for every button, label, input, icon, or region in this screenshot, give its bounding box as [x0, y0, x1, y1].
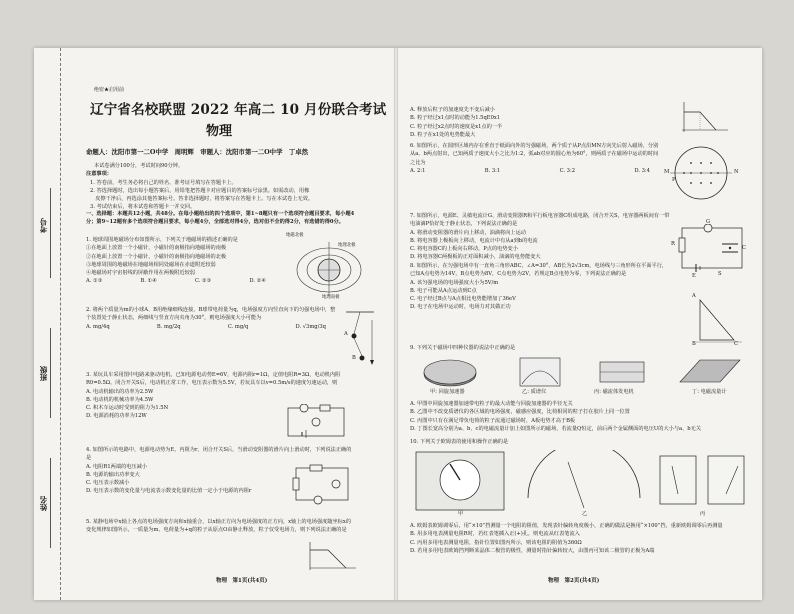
q9-option-d: D. 丁图长宽高分别为a、b、c的电磁流量计加上如图所示的磁场，若流量Q恒定，前后两个金属侧面的电压U的大小与a、b无关: [410, 425, 702, 432]
q2-choice-d: D. √3mg/3q: [295, 323, 326, 330]
side-label-exam-number: 考号: [39, 218, 48, 233]
four-instruments-figure: [410, 354, 750, 398]
authors-line: 命题人：沈阳市第一二O中学 周明辉 审题人：沈阳市第一二O中学 丁卓然: [86, 148, 309, 156]
label-r: R: [671, 241, 675, 247]
q4-option-a: A. 电阻R1两端的电压减小: [86, 463, 147, 470]
label-geographic-north: 地理北极: [338, 243, 356, 248]
q1-option-2: ②在地面上放置一个小磁针，小磁针的南极指向地磁场的北极: [86, 253, 227, 260]
label-magnetic-north: 地磁北极: [286, 233, 304, 238]
notice-2: 2. 答选择题时，选出每小题答案后，用铅笔把答题卡对应题目的答案标号涂黑。如需改动，用橡: [90, 187, 310, 194]
caption-mass-spectrometer: 乙: 质谱仪: [522, 389, 547, 395]
rheostat-circuit-figure: [292, 462, 354, 506]
q10-option-d: D. 若用多用电表欧姆挡判断某晶体二极管的极性，测量时指针偏转较大，由图丙可知该二极管的正极为A端: [410, 547, 655, 554]
q10-option-c: C. 丙用多用电表测量电阻，指针位置如图丙所示，则该电阻的阻值为360Ω: [410, 539, 582, 546]
q6-choices: [410, 167, 650, 175]
q3-option-c: C. 积木车运动时受到的阻力为1.5N: [86, 405, 169, 412]
question-1: [86, 236, 278, 286]
q1-choice-d: D. ②④: [249, 278, 266, 285]
q7-option-d: D. 将电容器C两极板的正对面积减小，油滴的电势能变大: [410, 254, 541, 261]
q2-choice-b: B. mg/2q: [156, 323, 181, 330]
notice-4: 3. 考试结束后，将本试卷和答题卡一并交回。: [90, 204, 196, 211]
question-10-stem: 10. 下列关于欧姆表的使用和操作正确的是: [410, 439, 509, 445]
earth-magnetic-field-figure: [286, 233, 364, 300]
q4-option-d: D. 电压表示数的变化量与电流表示数变化量的比值一定小于电源的内阻r: [86, 488, 252, 495]
exam-info-block: [86, 162, 356, 212]
q8-option-d: D. 电子在电场中运动时，电场力对其做正功: [410, 304, 511, 311]
side-label-name: 姓名: [39, 496, 48, 511]
q6-choice-a: A. 2:1: [410, 167, 426, 174]
q4-stem: 4. 如图所示的电路中，电源电动势为E，内阻为r，闭合开关S后，当滑动变阻器的滑片向上滑动时，下列说法正确的是: [86, 447, 352, 462]
exam-title: 辽宁省名校联盟 2022 年高二 10 月份联合考试: [90, 102, 387, 118]
triangle-field-figure: [694, 294, 744, 346]
label-geographic-south: 地理南极: [322, 295, 340, 300]
q1-choice-b: B. ①④: [140, 278, 157, 285]
notice-3: 皮擦干净后，再选涂其他答案标号。答非选择题时，将答案写在答题卡上。写在本试卷上无效。: [90, 196, 314, 203]
q2-choice-a: A. mg/4q: [86, 323, 110, 330]
q7-stem: 7. 如图所示，电源E、灵敏电流计G、滑动变阻器R和平行板电容器C组成电路，闭合开关S，电容器两板间有一带电油滴P恰好处于静止状态，下列说法正确的是: [410, 213, 670, 228]
question-7: [410, 212, 672, 262]
secret-mark: 绝密★启用前: [94, 87, 125, 93]
q1-choice-c: C. ②③: [194, 278, 212, 285]
hanging-balls-figure: [340, 310, 380, 370]
q7-option-c: C. 将电容器C的上板向右移动，P点的电势变小: [410, 246, 518, 253]
page-1-footer: 物理 第1页(共4页): [216, 578, 268, 584]
question-10-options: [410, 522, 750, 555]
q1-choice-a: A. ①③: [86, 278, 103, 285]
q5-option-c: C. 粒子经过x2点时的速度是x1点的一半: [410, 123, 503, 130]
caption-yi: 乙: [582, 511, 588, 517]
caption-jia: 甲: [458, 511, 464, 517]
question-6: [410, 142, 660, 175]
caption-flow-meter: 丁: 电磁流量计: [692, 389, 727, 395]
q2-stem: 2. 将两个质量为m的小球A、B用绝缘细线连接，B球带电荷量为q，电场强度方向竖直向下的匀强电场中，整个装置处于静止状态，两细线与竖直方向夹角为30°，则电场强度大小可能为: [86, 307, 336, 322]
label-tri-a: A: [692, 293, 696, 299]
q1-choices: [86, 277, 266, 285]
q1-stem: 1. 地球周围地磁场分布如图所示，下列关于地磁场的描述正确的是: [86, 237, 238, 243]
notice-heading: 注意事项：: [86, 171, 112, 178]
q9-option-b: B. 乙图中不改变质谱仪的各区域的电场强度，磁感应强度，比荷相同的粒子打在胶片上同一位置: [410, 409, 630, 416]
caption-mhd-generator: 丙: 磁流体发电机: [594, 389, 634, 395]
question-2: [86, 306, 336, 331]
q4-option-b: B. 电源的输出功率变大: [86, 471, 140, 478]
capacitor-circuit-figure: [671, 219, 748, 279]
page-1: [34, 48, 394, 600]
q6-stem: 6. 如图所示，在圆形区域内存在垂直于纸面向外的匀强磁场，两个质子从P点沿MN方向先后射入磁场，分别从a、b两点射出，已知两质子速度大小之比为1:2，弧ab对应的圆心角为60°，则两质子在磁场中运动的时间之比为: [410, 143, 659, 166]
q9-option-a: A. 甲图中回旋加速器加速带电粒子的最大动能与回旋加速器的半径无关: [410, 401, 573, 407]
q5-option-a: A. 释放后粒子的加速度先不变后减小: [410, 107, 495, 113]
label-n: N: [734, 169, 739, 175]
q6-choice-b: B. 3:1: [484, 167, 501, 174]
q7-option-b: B. 将电容器上极板向上移动，电流计中有从a到b的电流: [410, 237, 538, 244]
q8-option-b: B. 电子可能从A点运动到C点: [410, 287, 477, 294]
label-m: M: [664, 169, 670, 175]
exam-info: 本试卷满分100分，考试时间90分钟。: [94, 163, 184, 169]
class-line: [50, 328, 51, 418]
side-label-class: 班级: [39, 366, 48, 381]
notice-1: 1. 答卷前，考生务必将自己的姓名、准考证号填写在答题卡上。: [90, 179, 237, 186]
question-5-options: [410, 106, 610, 139]
multimeter-figures: [410, 450, 750, 520]
label-s: S: [718, 271, 722, 277]
q6-choice-d: D. 3:4: [634, 167, 650, 174]
q5-graph-figure: [680, 100, 730, 134]
label-e: E: [692, 273, 696, 279]
label-ball-b: B: [352, 355, 356, 361]
exam-number-line: [50, 188, 51, 278]
motor-circuit-figure: [284, 404, 350, 442]
binding-line: [60, 48, 61, 600]
q6-choice-c: C. 3:2: [559, 167, 575, 174]
q10-option-a: A. 欧姆表欧姆调零后，用“×10”挡测量一个电阻的阻值，发现表针偏转角度极小，正确的做法是换用“×100”挡，重新欧姆调零后再测量: [410, 523, 723, 529]
q8-option-c: C. 电子经过B点与A点相比电势能增加了36eV: [410, 296, 516, 303]
question-9-stem: 9. 下列关于磁场中四种仪器的说法中正确的是: [410, 345, 516, 351]
q3-option-d: D. 电源消耗的功率为12W: [86, 413, 147, 420]
q5-option-d: D. 粒子在x1处的电势能最大: [410, 131, 476, 138]
label-c: C: [742, 245, 746, 251]
q7-option-a: A. 将滑动变阻器的滑片向上移动，油滴将向上运动: [410, 229, 526, 236]
q5-option-b: B. 粒子经过x1点时的动能为1.5qE0x1: [410, 115, 501, 122]
q3-stem: 3. 某玩具车采用图中电路来驱动电机，已知电源电动势E=6V，电源内阻r=1Ω，定值电阻R=3Ω，电动机内阻R0=0.5Ω。闭合开关S后，电动机正常工作，电压表示数为5.5V，若玩具车以v=0.5m/s的速度匀速运动，则: [86, 372, 341, 387]
q3-option-a: A. 电动机输出的功率为2.5W: [86, 388, 154, 395]
label-p: P: [672, 177, 676, 183]
q1-option-4: ④地磁场对宇宙射线的屏蔽作用在两极附近较弱: [86, 270, 195, 277]
question-8: [410, 262, 672, 312]
question-5-stem: 5. 某静电场中x轴上各点的电场强度方向和x轴重合，以x轴正方向为电场强度的正方向，x轴上的电场强度随坐标x的变化规律如图所示，一质量为m、电荷量为+q的粒子从原点O由静止释放，粒子仅受电场力，则下列说法正确的是: [86, 519, 352, 534]
subject-title: 物理: [206, 124, 233, 139]
field-graph-figure: [306, 540, 358, 572]
q10-option-b: B. 用多用电表测量电阻R时，若红表笔插入正(+)孔，则电流从红表笔流入: [410, 531, 580, 538]
label-ball-a: A: [344, 331, 348, 337]
question-9-options: [410, 400, 750, 433]
name-line: [50, 458, 51, 548]
q9-option-c: C. 丙图中只有在满足带负电荷的粒子流通过磁场时，A板电势才高于B板: [410, 417, 576, 424]
q1-option-3: ③地球周围的地磁场在地磁场相同处磁场在赤道附近较弱: [86, 261, 216, 268]
label-tri-b: B: [692, 341, 696, 347]
label-tri-c: C: [734, 341, 738, 347]
q1-option-1: ①在地面上放置一个小磁针，小磁针的南极指向地磁场的南极: [86, 245, 227, 252]
q3-option-b: B. 电动机的机械功率为4.5W: [86, 396, 154, 403]
q8-stem: 8. 如图所示，在匀强电场中有一直角三角形ABC，∠A=30°，AB长为2√3cm，电场线与三角形所在平面平行，已知A点电势为14V，B点电势为8V，C点电势为2V，若规定B点电势为零，下列说法正确的是: [410, 263, 668, 278]
section-heading: 一、选择题：本题共12小题，共48分。在每小题给出的四个选项中，第1~8题只有一个选项符合题目要求，每小题4分；第9~12题有多个选项符合题目要求，每小题4分，全部选对得4分，选对但不全的得2分，有选错的得0分。: [86, 211, 355, 226]
q4-option-c: C. 电压表示数减小: [86, 480, 130, 487]
caption-cyclotron: 甲: 回旋加速器: [430, 389, 465, 395]
q8-option-a: A. 该匀强电场的电场强度大小为5V/m: [410, 279, 499, 286]
q2-choices: [86, 323, 326, 331]
page-2-footer: 物理 第2页(共4页): [548, 578, 600, 584]
caption-bing: 丙: [700, 511, 706, 517]
exam-paper-spread: [34, 48, 762, 600]
label-g: G: [706, 219, 711, 225]
q2-choice-c: C. mg/q: [227, 323, 249, 330]
page-2: [398, 48, 762, 600]
circular-field-figure: [664, 142, 739, 204]
